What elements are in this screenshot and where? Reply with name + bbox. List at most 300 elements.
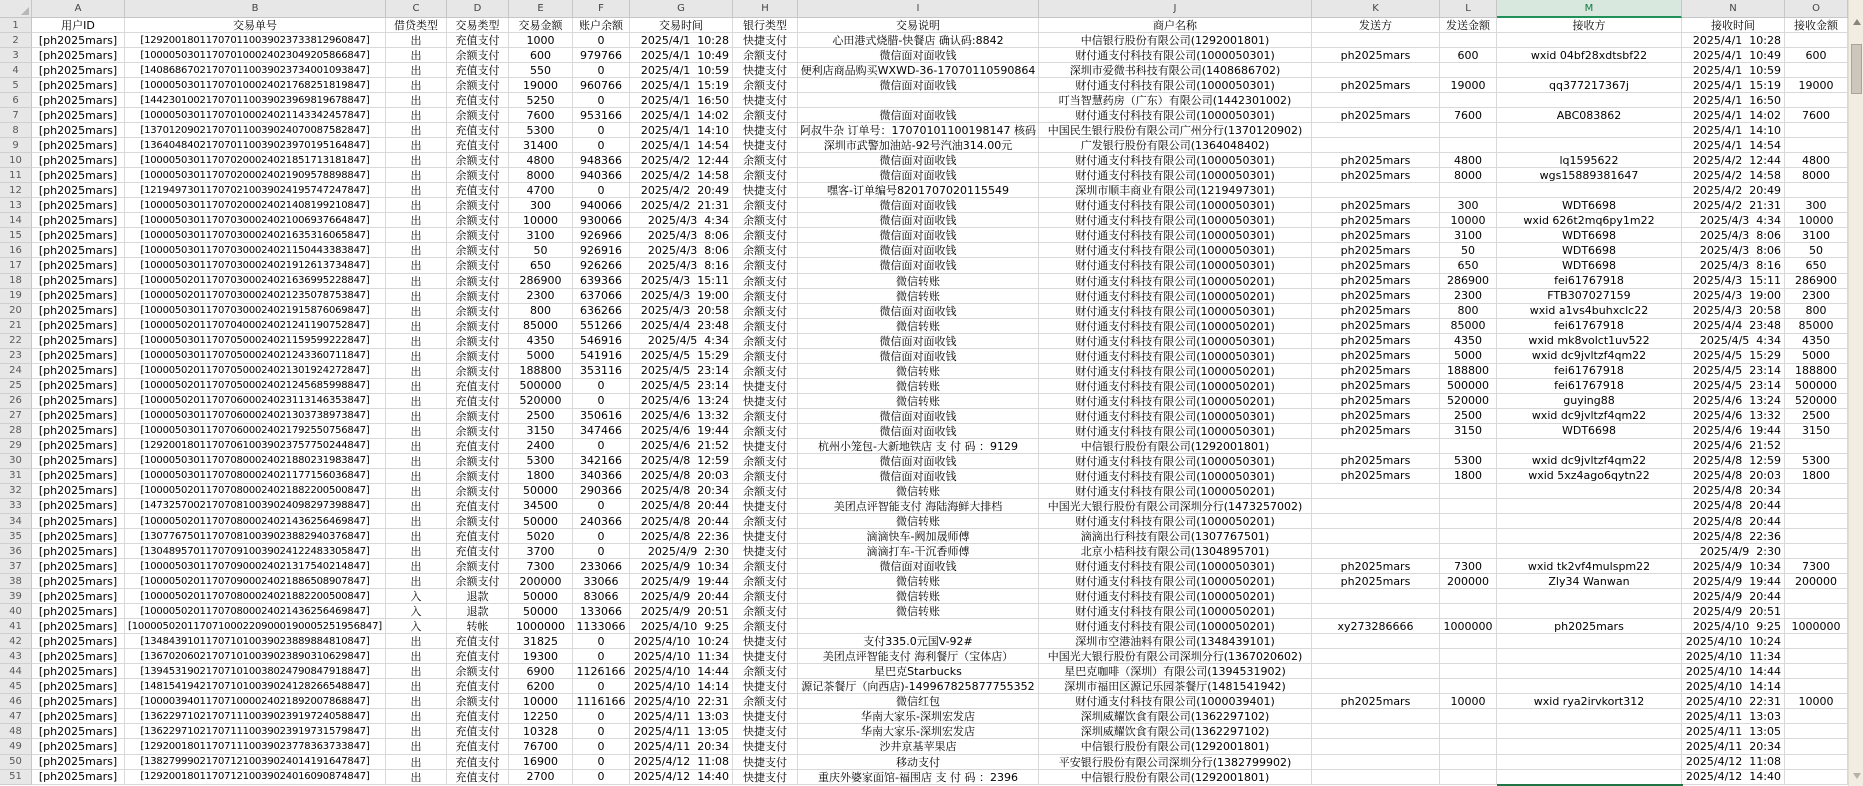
cell-N15[interactable]: 2025/4/3 8:06 xyxy=(1682,228,1785,243)
cell-C49[interactable]: 出 xyxy=(386,739,447,754)
cell-A11[interactable]: [ph2025mars] xyxy=(32,168,125,183)
cell-A17[interactable]: [ph2025mars] xyxy=(32,258,125,273)
cell-J28[interactable]: 财付通支付科技有限公司(1000050301) xyxy=(1039,424,1312,439)
row-header-37[interactable]: 37 xyxy=(0,559,32,574)
row-header-25[interactable]: 25 xyxy=(0,379,32,394)
cell-I38[interactable]: 微信转账 xyxy=(798,574,1039,589)
cell-K6[interactable] xyxy=(1312,93,1440,108)
cell-K46[interactable]: ph2025mars xyxy=(1312,694,1440,709)
cell-E30[interactable]: 5300 xyxy=(509,454,573,469)
cell-M29[interactable] xyxy=(1497,439,1682,454)
cell-N38[interactable]: 2025/4/9 19:44 xyxy=(1682,574,1785,589)
cell-L42[interactable] xyxy=(1440,634,1497,649)
cell-M11[interactable]: wgs15889381647 xyxy=(1497,168,1682,183)
cell-E26[interactable]: 520000 xyxy=(509,394,573,409)
cell-A25[interactable]: [ph2025mars] xyxy=(32,379,125,394)
cell-J11[interactable]: 财付通支付科技有限公司(1000050301) xyxy=(1039,168,1312,183)
cell-L49[interactable] xyxy=(1440,739,1497,754)
cell-B32[interactable]: [100005020117070800024021882200500847] xyxy=(125,484,386,499)
cell-M1[interactable]: 接收方 xyxy=(1497,18,1682,33)
cell-J51[interactable]: 中信银行股份有限公司(1292001801) xyxy=(1039,770,1312,785)
cell-C33[interactable]: 出 xyxy=(386,499,447,514)
cell-G14[interactable]: 2025/4/3 4:34 xyxy=(630,213,733,228)
cell-I19[interactable]: 微信转账 xyxy=(798,289,1039,304)
cell-E23[interactable]: 5000 xyxy=(509,349,573,364)
cell-E42[interactable]: 31825 xyxy=(509,634,573,649)
cell-K8[interactable] xyxy=(1312,123,1440,138)
cell-A15[interactable]: [ph2025mars] xyxy=(32,228,125,243)
cell-D27[interactable]: 余额支付 xyxy=(447,409,509,424)
cell-F12[interactable]: 0 xyxy=(573,183,630,198)
cell-N12[interactable]: 2025/4/2 20:49 xyxy=(1682,183,1785,198)
row-header-11[interactable]: 11 xyxy=(0,168,32,183)
cell-J33[interactable]: 中国光大银行股份有限公司深圳分行(1473257002) xyxy=(1039,499,1312,514)
cell-H49[interactable]: 快捷支付 xyxy=(733,739,798,754)
cell-E2[interactable]: 1000 xyxy=(509,33,573,48)
cell-K22[interactable]: ph2025mars xyxy=(1312,334,1440,349)
cell-D9[interactable]: 充值支付 xyxy=(447,138,509,153)
cell-A34[interactable]: [ph2025mars] xyxy=(32,514,125,529)
cell-N48[interactable]: 2025/4/11 13:05 xyxy=(1682,724,1785,739)
cell-I12[interactable]: 嘿客-订单编号8201707020115549 xyxy=(798,183,1039,198)
cell-E32[interactable]: 50000 xyxy=(509,484,573,499)
cell-F46[interactable]: 1116166 xyxy=(573,694,630,709)
cell-B39[interactable]: [100005020117070800024021882200500847] xyxy=(125,589,386,604)
cell-G36[interactable]: 2025/4/9 2:30 xyxy=(630,544,733,559)
row-header-35[interactable]: 35 xyxy=(0,529,32,544)
row-header-33[interactable]: 33 xyxy=(0,499,32,514)
cell-L21[interactable]: 85000 xyxy=(1440,319,1497,334)
cell-H17[interactable]: 余额支付 xyxy=(733,258,798,273)
cell-F5[interactable]: 960766 xyxy=(573,78,630,93)
cell-L25[interactable]: 500000 xyxy=(1440,379,1497,394)
cell-J42[interactable]: 深圳市空港油料有限公司(1348439101) xyxy=(1039,634,1312,649)
cell-C7[interactable]: 出 xyxy=(386,108,447,123)
cell-A9[interactable]: [ph2025mars] xyxy=(32,138,125,153)
cell-E17[interactable]: 650 xyxy=(509,258,573,273)
cell-E34[interactable]: 50000 xyxy=(509,514,573,529)
cell-O12[interactable] xyxy=(1785,183,1848,198)
cell-H1[interactable]: 银行类型 xyxy=(733,18,798,33)
cell-F18[interactable]: 639366 xyxy=(573,274,630,289)
cell-K41[interactable]: xy273286666 xyxy=(1312,619,1440,634)
cell-I2[interactable]: 心田港式烧腊-快餐店 确认码:8842 xyxy=(798,33,1039,48)
cell-H28[interactable]: 余额支付 xyxy=(733,424,798,439)
cell-I27[interactable]: 微信面对面收钱 xyxy=(798,409,1039,424)
column-header-L[interactable]: L xyxy=(1440,0,1497,18)
cell-O11[interactable]: 8000 xyxy=(1785,168,1848,183)
cell-G47[interactable]: 2025/4/11 13:03 xyxy=(630,709,733,724)
cell-A42[interactable]: [ph2025mars] xyxy=(32,634,125,649)
cell-A49[interactable]: [ph2025mars] xyxy=(32,739,125,754)
cell-D11[interactable]: 余额支付 xyxy=(447,168,509,183)
cell-F41[interactable]: 1133066 xyxy=(573,619,630,634)
row-header-3[interactable]: 3 xyxy=(0,48,32,63)
cell-J47[interactable]: 深圳威耀饮食有限公司(1362297102) xyxy=(1039,709,1312,724)
row-header-36[interactable]: 36 xyxy=(0,544,32,559)
cell-G6[interactable]: 2025/4/1 16:50 xyxy=(630,93,733,108)
cell-O38[interactable]: 200000 xyxy=(1785,574,1848,589)
cell-N9[interactable]: 2025/4/1 14:54 xyxy=(1682,138,1785,153)
cell-B25[interactable]: [100005020117070500024021245685998847] xyxy=(125,379,386,394)
cell-G20[interactable]: 2025/4/3 20:58 xyxy=(630,304,733,319)
cell-I29[interactable]: 杭州小笼包-大新地铁店 支 付 码 ：9129 xyxy=(798,439,1039,454)
cell-L26[interactable]: 520000 xyxy=(1440,394,1497,409)
cell-O46[interactable]: 10000 xyxy=(1785,694,1848,709)
row-header-1[interactable]: 1 xyxy=(0,18,32,33)
row-header-38[interactable]: 38 xyxy=(0,574,32,589)
cell-O42[interactable] xyxy=(1785,634,1848,649)
cell-F47[interactable]: 0 xyxy=(573,709,630,724)
column-header-A[interactable]: A xyxy=(32,0,125,18)
cell-I9[interactable]: 深圳市武警加油站-92号汽油314.00元 xyxy=(798,138,1039,153)
cell-F40[interactable]: 133066 xyxy=(573,604,630,619)
cell-E3[interactable]: 600 xyxy=(509,48,573,63)
cell-G51[interactable]: 2025/4/12 14:40 xyxy=(630,770,733,785)
cell-K17[interactable]: ph2025mars xyxy=(1312,258,1440,273)
cell-H45[interactable]: 快捷支付 xyxy=(733,679,798,694)
cell-J48[interactable]: 深圳威耀饮食有限公司(1362297102) xyxy=(1039,724,1312,739)
cell-N30[interactable]: 2025/4/8 12:59 xyxy=(1682,454,1785,469)
cell-L19[interactable]: 2300 xyxy=(1440,289,1497,304)
cell-N41[interactable]: 2025/4/10 9:25 xyxy=(1682,619,1785,634)
cell-M49[interactable] xyxy=(1497,739,1682,754)
cell-B48[interactable]: [136229710217071110039023919731579847] xyxy=(125,724,386,739)
cell-J24[interactable]: 财付通支付科技有限公司(1000050201) xyxy=(1039,364,1312,379)
cell-O18[interactable]: 286900 xyxy=(1785,274,1848,289)
cell-H2[interactable]: 快捷支付 xyxy=(733,33,798,48)
cell-J35[interactable]: 滴滴出行科技有限公司(1307767501) xyxy=(1039,529,1312,544)
cell-E16[interactable]: 50 xyxy=(509,243,573,258)
cell-G5[interactable]: 2025/4/1 15:19 xyxy=(630,78,733,93)
cell-H30[interactable]: 余额支付 xyxy=(733,454,798,469)
cell-N29[interactable]: 2025/4/6 21:52 xyxy=(1682,439,1785,454)
cell-I10[interactable]: 微信面对面收钱 xyxy=(798,153,1039,168)
cell-G7[interactable]: 2025/4/1 14:02 xyxy=(630,108,733,123)
cell-M43[interactable] xyxy=(1497,649,1682,664)
cell-F28[interactable]: 347466 xyxy=(573,424,630,439)
cell-C41[interactable]: 入 xyxy=(386,619,447,634)
cell-C51[interactable]: 出 xyxy=(386,770,447,785)
cell-D45[interactable]: 充值支付 xyxy=(447,679,509,694)
cell-A16[interactable]: [ph2025mars] xyxy=(32,243,125,258)
cell-L32[interactable] xyxy=(1440,484,1497,499)
cell-H50[interactable]: 快捷支付 xyxy=(733,755,798,770)
row-header-19[interactable]: 19 xyxy=(0,289,32,304)
cell-O49[interactable] xyxy=(1785,739,1848,754)
cell-F44[interactable]: 1126166 xyxy=(573,664,630,679)
cell-K24[interactable]: ph2025mars xyxy=(1312,364,1440,379)
cell-N50[interactable]: 2025/4/12 11:08 xyxy=(1682,755,1785,770)
cell-J16[interactable]: 财付通支付科技有限公司(1000050301) xyxy=(1039,243,1312,258)
cell-K37[interactable]: ph2025mars xyxy=(1312,559,1440,574)
cell-A5[interactable]: [ph2025mars] xyxy=(32,78,125,93)
cell-G33[interactable]: 2025/4/8 20:44 xyxy=(630,499,733,514)
cell-M25[interactable]: fei61767918 xyxy=(1497,379,1682,394)
row-header-43[interactable]: 43 xyxy=(0,649,32,664)
cell-F8[interactable]: 0 xyxy=(573,123,630,138)
cell-M39[interactable] xyxy=(1497,589,1682,604)
cell-J45[interactable]: 深圳市福田区源记乐园茶餐厅(1481541942) xyxy=(1039,679,1312,694)
cell-A18[interactable]: [ph2025mars] xyxy=(32,274,125,289)
cell-D18[interactable]: 余额支付 xyxy=(447,274,509,289)
cell-E51[interactable]: 2700 xyxy=(509,770,573,785)
cell-I28[interactable]: 微信面对面收钱 xyxy=(798,424,1039,439)
cell-D21[interactable]: 余额支付 xyxy=(447,319,509,334)
cell-J12[interactable]: 深圳市顺丰商业有限公司(1219497301) xyxy=(1039,183,1312,198)
cell-A2[interactable]: [ph2025mars] xyxy=(32,33,125,48)
cell-C27[interactable]: 出 xyxy=(386,409,447,424)
cell-N10[interactable]: 2025/4/2 12:44 xyxy=(1682,153,1785,168)
cell-G43[interactable]: 2025/4/10 11:34 xyxy=(630,649,733,664)
cell-F32[interactable]: 290366 xyxy=(573,484,630,499)
cell-N4[interactable]: 2025/4/1 10:59 xyxy=(1682,63,1785,78)
cell-J37[interactable]: 财付通支付科技有限公司(1000050301) xyxy=(1039,559,1312,574)
cell-K3[interactable]: ph2025mars xyxy=(1312,48,1440,63)
cell-C9[interactable]: 出 xyxy=(386,138,447,153)
cell-G19[interactable]: 2025/4/3 19:00 xyxy=(630,289,733,304)
cell-O33[interactable] xyxy=(1785,499,1848,514)
row-header-32[interactable]: 32 xyxy=(0,484,32,499)
cell-H38[interactable]: 余额支付 xyxy=(733,574,798,589)
cell-F37[interactable]: 233066 xyxy=(573,559,630,574)
cell-J21[interactable]: 财付通支付科技有限公司(1000050201) xyxy=(1039,319,1312,334)
cell-M14[interactable]: wxid 626t2mq6py1m22 xyxy=(1497,213,1682,228)
cell-C38[interactable]: 出 xyxy=(386,574,447,589)
cell-O28[interactable]: 3150 xyxy=(1785,424,1848,439)
cell-H6[interactable]: 快捷支付 xyxy=(733,93,798,108)
cell-E21[interactable]: 85000 xyxy=(509,319,573,334)
cell-M32[interactable] xyxy=(1497,484,1682,499)
cell-K16[interactable]: ph2025mars xyxy=(1312,243,1440,258)
cell-H37[interactable]: 余额支付 xyxy=(733,559,798,574)
cell-I6[interactable] xyxy=(798,93,1039,108)
cell-J20[interactable]: 财付通支付科技有限公司(1000050301) xyxy=(1039,304,1312,319)
cell-M16[interactable]: WDT6698 xyxy=(1497,243,1682,258)
cell-B23[interactable]: [100005030117070500024021243360711847] xyxy=(125,349,386,364)
cell-I46[interactable]: 微信红包 xyxy=(798,694,1039,709)
cell-F21[interactable]: 551266 xyxy=(573,319,630,334)
cell-M45[interactable] xyxy=(1497,679,1682,694)
cell-L46[interactable]: 10000 xyxy=(1440,694,1497,709)
cell-E48[interactable]: 10328 xyxy=(509,724,573,739)
cell-D12[interactable]: 充值支付 xyxy=(447,183,509,198)
cell-A22[interactable]: [ph2025mars] xyxy=(32,334,125,349)
cell-E41[interactable]: 1000000 xyxy=(509,619,573,634)
cell-N22[interactable]: 2025/4/5 4:34 xyxy=(1682,334,1785,349)
cell-E9[interactable]: 31400 xyxy=(509,138,573,153)
cell-E47[interactable]: 12250 xyxy=(509,709,573,724)
cell-I44[interactable]: 星巴克Starbucks xyxy=(798,664,1039,679)
cell-H11[interactable]: 余额支付 xyxy=(733,168,798,183)
cell-M34[interactable] xyxy=(1497,514,1682,529)
cell-K18[interactable]: ph2025mars xyxy=(1312,274,1440,289)
row-header-26[interactable]: 26 xyxy=(0,394,32,409)
cell-K44[interactable] xyxy=(1312,664,1440,679)
cell-J17[interactable]: 财付通支付科技有限公司(1000050301) xyxy=(1039,258,1312,273)
cell-G41[interactable]: 2025/4/10 9:25 xyxy=(630,619,733,634)
cell-B22[interactable]: [100005030117070500024021159599222847] xyxy=(125,334,386,349)
cell-E49[interactable]: 76700 xyxy=(509,739,573,754)
cell-L13[interactable]: 300 xyxy=(1440,198,1497,213)
cell-H24[interactable]: 余额支付 xyxy=(733,364,798,379)
cell-K35[interactable] xyxy=(1312,529,1440,544)
cell-J25[interactable]: 财付通支付科技有限公司(1000050201) xyxy=(1039,379,1312,394)
column-header-J[interactable]: J xyxy=(1039,0,1312,18)
row-header-16[interactable]: 16 xyxy=(0,243,32,258)
cell-H40[interactable]: 余额支付 xyxy=(733,604,798,619)
cell-E19[interactable]: 2300 xyxy=(509,289,573,304)
row-header-44[interactable]: 44 xyxy=(0,664,32,679)
cell-G26[interactable]: 2025/4/6 13:24 xyxy=(630,394,733,409)
cell-G3[interactable]: 2025/4/1 10:49 xyxy=(630,48,733,63)
cell-C4[interactable]: 出 xyxy=(386,63,447,78)
cell-E4[interactable]: 550 xyxy=(509,63,573,78)
cell-J13[interactable]: 财付通支付科技有限公司(1000050301) xyxy=(1039,198,1312,213)
cell-I18[interactable]: 微信转账 xyxy=(798,274,1039,289)
cell-A7[interactable]: [ph2025mars] xyxy=(32,108,125,123)
cell-O50[interactable] xyxy=(1785,755,1848,770)
cell-G30[interactable]: 2025/4/8 12:59 xyxy=(630,454,733,469)
cell-N44[interactable]: 2025/4/10 14:44 xyxy=(1682,664,1785,679)
cell-E8[interactable]: 5300 xyxy=(509,123,573,138)
cell-D23[interactable]: 余额支付 xyxy=(447,349,509,364)
cell-B31[interactable]: [100005030117070800024021177156036847] xyxy=(125,469,386,484)
cell-G35[interactable]: 2025/4/8 22:36 xyxy=(630,529,733,544)
column-header-G[interactable]: G xyxy=(630,0,733,18)
cell-C40[interactable]: 入 xyxy=(386,604,447,619)
cell-D7[interactable]: 余额支付 xyxy=(447,108,509,123)
cell-L31[interactable]: 1800 xyxy=(1440,469,1497,484)
cell-H39[interactable]: 余额支付 xyxy=(733,589,798,604)
cell-B34[interactable]: [100005020117070800024021436256469847] xyxy=(125,514,386,529)
cell-J19[interactable]: 财付通支付科技有限公司(1000050201) xyxy=(1039,289,1312,304)
cell-F19[interactable]: 637066 xyxy=(573,289,630,304)
cell-I13[interactable]: 微信面对面收钱 xyxy=(798,198,1039,213)
cell-B2[interactable]: [129200180117070110039023733812960847] xyxy=(125,33,386,48)
cell-B6[interactable]: [144230100217070110039023969819678847] xyxy=(125,93,386,108)
cell-M20[interactable]: wxid a1vs4buhxclc22 xyxy=(1497,304,1682,319)
cell-B43[interactable]: [136702060217071010039023890310629847] xyxy=(125,649,386,664)
cell-J40[interactable]: 财付通支付科技有限公司(1000050201) xyxy=(1039,604,1312,619)
cell-L6[interactable] xyxy=(1440,93,1497,108)
cell-D20[interactable]: 余额支付 xyxy=(447,304,509,319)
scroll-up-button[interactable] xyxy=(1849,14,1863,30)
cell-I47[interactable]: 华南大家乐-深圳宏发店 xyxy=(798,709,1039,724)
cell-I41[interactable] xyxy=(798,619,1039,634)
cell-F3[interactable]: 979766 xyxy=(573,48,630,63)
cell-E28[interactable]: 3150 xyxy=(509,424,573,439)
cell-C22[interactable]: 出 xyxy=(386,334,447,349)
row-header-21[interactable]: 21 xyxy=(0,319,32,334)
cell-L34[interactable] xyxy=(1440,514,1497,529)
cell-E11[interactable]: 8000 xyxy=(509,168,573,183)
cell-O19[interactable]: 2300 xyxy=(1785,289,1848,304)
cell-F15[interactable]: 926966 xyxy=(573,228,630,243)
cell-O48[interactable] xyxy=(1785,724,1848,739)
cell-L50[interactable] xyxy=(1440,755,1497,770)
cell-D40[interactable]: 退款 xyxy=(447,604,509,619)
cell-I48[interactable]: 华南大家乐-深圳宏发店 xyxy=(798,724,1039,739)
cell-F7[interactable]: 953166 xyxy=(573,108,630,123)
cell-M31[interactable]: wxid 5xz4ago6qytn22 xyxy=(1497,469,1682,484)
row-header-34[interactable]: 34 xyxy=(0,514,32,529)
cell-J36[interactable]: 北京小桔科技有限公司(1304895701) xyxy=(1039,544,1312,559)
cell-K42[interactable] xyxy=(1312,634,1440,649)
cell-F51[interactable]: 0 xyxy=(573,770,630,785)
cell-O47[interactable] xyxy=(1785,709,1848,724)
cell-D4[interactable]: 充值支付 xyxy=(447,63,509,78)
cell-M19[interactable]: FTB307027159 xyxy=(1497,289,1682,304)
cell-I49[interactable]: 沙井京基苹果店 xyxy=(798,739,1039,754)
cell-A10[interactable]: [ph2025mars] xyxy=(32,153,125,168)
cell-G12[interactable]: 2025/4/2 20:49 xyxy=(630,183,733,198)
cell-I25[interactable]: 微信转账 xyxy=(798,379,1039,394)
cell-D8[interactable]: 充值支付 xyxy=(447,123,509,138)
cell-C28[interactable]: 出 xyxy=(386,424,447,439)
cell-M28[interactable]: WDT6698 xyxy=(1497,424,1682,439)
cell-O41[interactable]: 1000000 xyxy=(1785,619,1848,634)
cell-F22[interactable]: 546916 xyxy=(573,334,630,349)
cell-C39[interactable]: 入 xyxy=(386,589,447,604)
cell-M4[interactable] xyxy=(1497,63,1682,78)
cell-N13[interactable]: 2025/4/2 21:31 xyxy=(1682,198,1785,213)
cell-H3[interactable]: 余额支付 xyxy=(733,48,798,63)
row-header-46[interactable]: 46 xyxy=(0,694,32,709)
cell-I50[interactable]: 移动支付 xyxy=(798,755,1039,770)
cell-L45[interactable] xyxy=(1440,679,1497,694)
cell-H51[interactable]: 快捷支付 xyxy=(733,770,798,785)
cell-F49[interactable]: 0 xyxy=(573,739,630,754)
cell-G49[interactable]: 2025/4/11 20:34 xyxy=(630,739,733,754)
cell-G32[interactable]: 2025/4/8 20:34 xyxy=(630,484,733,499)
cell-B44[interactable]: [139453190217071010038024790847918847] xyxy=(125,664,386,679)
cell-O8[interactable] xyxy=(1785,123,1848,138)
row-header-22[interactable]: 22 xyxy=(0,334,32,349)
cell-A31[interactable]: [ph2025mars] xyxy=(32,469,125,484)
cell-B46[interactable]: [100003940117071000024021892007868847] xyxy=(125,694,386,709)
cell-F23[interactable]: 541916 xyxy=(573,349,630,364)
row-header-14[interactable]: 14 xyxy=(0,213,32,228)
cell-B9[interactable]: [136404840217070110039023970195164847] xyxy=(125,138,386,153)
cell-F4[interactable]: 0 xyxy=(573,63,630,78)
cell-I15[interactable]: 微信面对面收钱 xyxy=(798,228,1039,243)
cell-I1[interactable]: 交易说明 xyxy=(798,18,1039,33)
row-header-39[interactable]: 39 xyxy=(0,589,32,604)
cell-M9[interactable] xyxy=(1497,138,1682,153)
cell-J50[interactable]: 平安银行股份有限公司深圳分行(1382799902) xyxy=(1039,755,1312,770)
cell-E37[interactable]: 7300 xyxy=(509,559,573,574)
scrollbar-thumb[interactable] xyxy=(1851,44,1862,94)
select-all-corner[interactable] xyxy=(0,0,32,18)
cell-J34[interactable]: 财付通支付科技有限公司(1000050201) xyxy=(1039,514,1312,529)
cell-C2[interactable]: 出 xyxy=(386,33,447,48)
cell-N8[interactable]: 2025/4/1 14:10 xyxy=(1682,123,1785,138)
cell-H10[interactable]: 余额支付 xyxy=(733,153,798,168)
cell-D47[interactable]: 充值支付 xyxy=(447,709,509,724)
cell-G1[interactable]: 交易时间 xyxy=(630,18,733,33)
cell-D28[interactable]: 余额支付 xyxy=(447,424,509,439)
cell-O43[interactable] xyxy=(1785,649,1848,664)
cell-N37[interactable]: 2025/4/9 10:34 xyxy=(1682,559,1785,574)
cell-O14[interactable]: 10000 xyxy=(1785,213,1848,228)
cell-K36[interactable] xyxy=(1312,544,1440,559)
cell-A12[interactable]: [ph2025mars] xyxy=(32,183,125,198)
cell-C15[interactable]: 出 xyxy=(386,228,447,243)
cell-F13[interactable]: 940066 xyxy=(573,198,630,213)
cell-L24[interactable]: 188800 xyxy=(1440,364,1497,379)
cell-D25[interactable]: 充值支付 xyxy=(447,379,509,394)
